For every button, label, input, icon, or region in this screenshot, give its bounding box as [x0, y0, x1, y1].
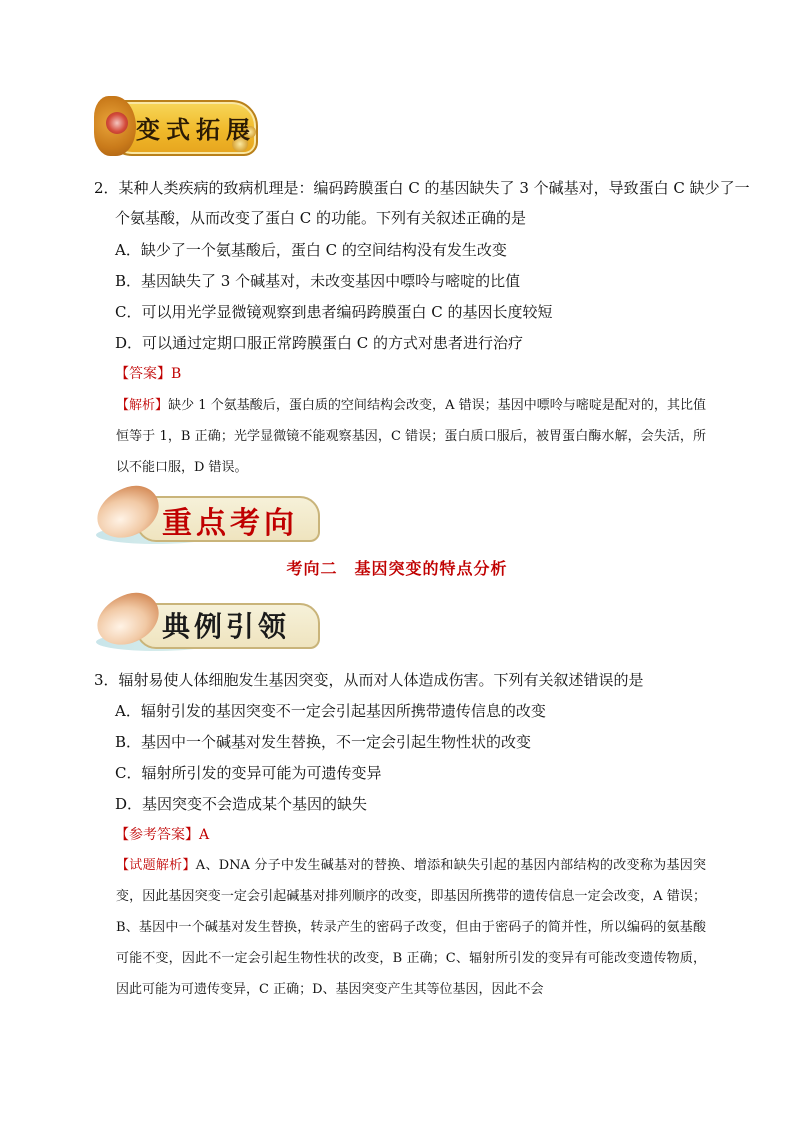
q2-option-b: B．基因缺失了 3 个碱基对，未改变基因中嘌呤与嘧啶的比值 [115, 272, 521, 290]
key-direction-banner [96, 488, 316, 548]
q2-stem-line1: 2．某种人类疾病的致病机理是：编码跨膜蛋白 C 的基因缺失了 3 个碱基对，导致蛋白 C 缺少了一 [94, 179, 750, 197]
variant-banner [94, 96, 256, 156]
banner-title: 典例引领 [162, 610, 291, 643]
q3-stem: 3．辐射易使人体细胞发生基因突变，从而对人体造成伤害。下列有关叙述错误的是 [94, 671, 644, 689]
q2-option-a: A．缺少了一个氨基酸后，蛋白 C 的空间结构没有发生改变 [115, 241, 507, 259]
analysis-label: 【解析】 [116, 398, 169, 413]
q3-analysis [116, 850, 706, 1005]
example-banner [96, 595, 316, 655]
q3-option-c: C．辐射所引发的变异可能为可遗传变异 [115, 764, 382, 782]
flower-icon [106, 112, 128, 134]
analysis-text: A、DNA 分子中发生碱基对的替换、增添和缺失引起的基因内部结构的改变称为基因突变，因此基因突变一定会引起碱基对排列顺序的改变，即基因所携带的遗传信息一定会改变，A 错误；B、基因中一个碱基对发生替换，转录产生的密码子改变，但由于密码子的简并性，所以编码的氨基酸可能不变，因此不一定会引起生物性状的改变，B 正确；C、辐射所引发的变异有可能改变遗传物质，因此可能为可遗传变异，C 正确；D、基因突变产生其等位基因，因此不会 [116, 858, 706, 997]
q2-option-d: D．可以通过定期口服正常跨膜蛋白 C 的方式对患者进行治疗 [115, 334, 524, 352]
q2-analysis [116, 390, 706, 483]
banner-title: 变式拓展 [136, 115, 256, 144]
banner-title: 重点考向 [162, 506, 298, 541]
section-title: 考向二 基因突变的特点分析 [286, 559, 508, 578]
q3-option-b: B．基因中一个碱基对发生替换，不一定会引起生物性状的改变 [115, 733, 532, 751]
answer-label: 【答案】 [115, 366, 171, 382]
q3-option-a: A．辐射引发的基因突变不一定会引起基因所携带遗传信息的改变 [115, 702, 546, 720]
answer-value: B [171, 366, 182, 382]
q3-option-d: D．基因突变不会造成某个基因的缺失 [115, 795, 368, 813]
q2-answer [115, 364, 181, 384]
q2-option-c: C．可以用光学显微镜观察到患者编码跨膜蛋白 C 的基因长度较短 [115, 303, 553, 321]
answer-label: 【参考答案】 [115, 827, 199, 843]
q2-stem-line2: 个氨基酸，从而改变了蛋白 C 的功能。下列有关叙述正确的是 [115, 209, 527, 227]
analysis-label: 【试题解析】 [116, 858, 196, 873]
analysis-text: 缺少 1 个氨基酸后，蛋白质的空间结构会改变，A 错误；基因中嘌呤与嘧啶是配对的，其比值恒等于 1，B 正确；光学显微镜不能观察基因，C 错误；蛋白质口服后，被胃蛋白酶水解，会失活，所以不能口服，D 错误。 [116, 398, 706, 475]
answer-value: A [199, 827, 210, 843]
q3-answer [115, 825, 209, 845]
